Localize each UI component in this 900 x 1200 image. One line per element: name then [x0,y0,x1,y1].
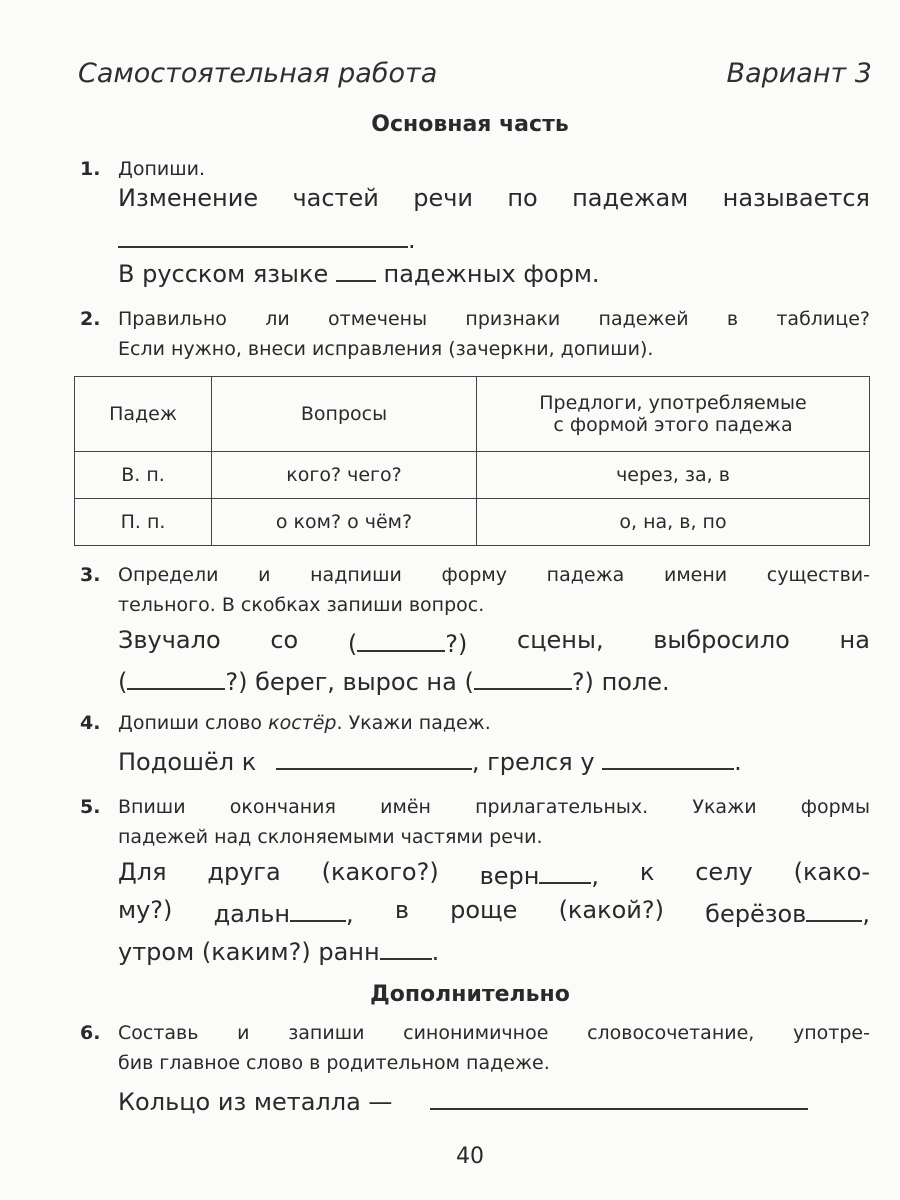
word: отмечены [328,308,428,330]
word: Составь [118,1022,199,1044]
word: му?) [118,896,173,924]
word: признаки [465,308,561,330]
word: и [258,564,271,586]
task3-sentence-line2 [118,664,670,696]
word-with-blank [480,858,599,890]
task6-number: 6. [80,1022,101,1044]
sentence-part: утром (каким?) ранн [118,938,380,966]
comma: , [862,900,870,928]
cell-prepositions: через, за, в [477,452,870,499]
word-with-blank [705,896,870,928]
ending-blank[interactable] [539,858,591,884]
cell-case: П. п. [75,499,212,546]
task3-line2: тельного. В скобках запиши вопрос. [118,594,485,616]
task1-number: 1. [80,158,101,180]
question-end: ?) [445,630,468,658]
word: форму [441,564,508,586]
period: . [734,748,742,776]
header-questions: Вопросы [212,377,477,452]
word: называется [722,184,870,212]
sentence-part: , грелся у [471,748,595,776]
cell-case: В. п. [75,452,212,499]
task4-sentence [118,744,742,776]
period: . [408,226,416,254]
word: падежей [598,308,689,330]
word: Звучало [118,626,221,654]
table-row [75,499,870,546]
question-slot: ( ?) [464,668,593,696]
answer-blank[interactable] [276,744,472,770]
word: падежам [572,184,689,212]
word: в [726,308,739,330]
task4-number: 4. [80,712,101,734]
task1-line1 [118,184,870,212]
sentence-end: падежных форм. [383,260,600,288]
task3-sentence-line1 [118,626,870,658]
word: формы [800,796,870,818]
question-slot: ( ?) [348,626,467,658]
task1-prompt: Допиши. [118,158,206,180]
word-stem: дальн [213,900,291,928]
word: окончания [229,796,336,818]
cell-questions: о ком? о чём? [212,499,477,546]
page-number: 40 [456,1144,484,1169]
section-main-title: Основная часть [371,112,569,137]
task5-line2: падежей над склоняемыми частями речи. [118,826,543,848]
answer-blank[interactable] [336,256,376,282]
word-stem: берёзов [705,900,807,928]
word: в [394,896,409,924]
task3-line1 [118,564,870,586]
question-slot: ( ?) [118,668,247,696]
answer-blank[interactable] [118,222,408,248]
word: синонимичное [403,1022,549,1044]
sentence-part: поле. [601,668,670,696]
word: Определи [118,564,219,586]
header-line: с формой этого падежа [553,414,793,436]
prompt-part: Допиши слово [118,712,263,734]
word: Впиши [118,796,186,818]
sentence-part: Кольцо из металла — [118,1088,393,1116]
word: частей [292,184,379,212]
word: ли [265,308,290,330]
sentence-start: В русском языке [118,260,329,288]
work-title: Самостоятельная работа [78,58,438,89]
task2-number: 2. [80,308,101,330]
word: роще [450,896,518,924]
word: на [839,626,870,654]
word: имени [663,564,728,586]
word: Укажи [692,796,757,818]
answer-blank[interactable] [127,664,225,690]
task1-line2 [118,222,416,254]
sentence-part: Подошёл к [118,748,257,776]
word: падежа [546,564,625,586]
answer-blank[interactable] [474,664,572,690]
word: прилагательных. [475,796,649,818]
cell-prepositions: о, на, в, по [477,499,870,546]
word: таблице? [776,308,870,330]
sentence-part: берег, вырос на [255,668,457,696]
task6-line2: бив главное слово в родительном падеже. [118,1052,550,1074]
word: селу [695,858,753,886]
task6-line1 [118,1022,870,1044]
comma: , [346,900,354,928]
word: сцены, [517,626,604,654]
ending-blank[interactable] [806,896,862,922]
word: речи [413,184,474,212]
table-header-row [75,377,870,452]
header-line: Предлоги, употребляемые [539,392,807,414]
word: Правильно [118,308,227,330]
word: словосочетание, [587,1022,755,1044]
task5-sentence-line3 [118,934,439,966]
word: Для [118,858,167,886]
answer-blank[interactable] [357,626,445,652]
question-end: ?) [571,668,594,696]
word: выбросило [653,626,790,654]
header-case: Падеж [75,377,212,452]
word: Изменение [118,184,259,212]
word: (какого?) [321,858,439,886]
table-row [75,452,870,499]
header-prepositions [477,377,870,452]
word: и [237,1022,250,1044]
word: существи- [766,564,870,586]
word: со [270,626,299,654]
variant-label: Вариант 3 [726,58,872,89]
word: надпиши [310,564,402,586]
word: (како- [793,858,870,886]
page-header [78,58,872,102]
target-word: костёр [268,712,337,734]
word: имён [380,796,431,818]
cell-questions: кого? чего? [212,452,477,499]
word: употре- [793,1022,870,1044]
prompt-part: . Укажи падеж. [336,712,491,734]
task2-line1 [118,308,870,330]
comma: , [591,862,600,890]
task3-number: 3. [80,564,101,586]
question-end: ?) [225,668,248,696]
ending-blank[interactable] [290,896,346,922]
task6-sentence [118,1084,808,1116]
word: к [639,858,655,886]
word: (какой?) [558,896,665,924]
task4-prompt [118,712,491,734]
word: по [507,184,538,212]
task2-line2: Если нужно, внеси исправления (зачеркни, допиши). [118,338,654,360]
word: запиши [288,1022,365,1044]
task5-sentence-line1 [118,858,870,890]
ending-blank[interactable] [380,934,432,960]
answer-blank[interactable] [430,1084,808,1110]
task5-line1 [118,796,870,818]
task1-line3 [118,256,600,288]
word-stem: верн [479,862,540,890]
answer-blank[interactable] [602,744,734,770]
section-extra-title: Дополнительно [370,982,570,1007]
word: друга [207,858,281,886]
period: . [431,938,440,966]
case-table [74,376,870,546]
task5-number: 5. [80,796,101,818]
task5-sentence-line2 [118,896,870,928]
word-with-blank [214,896,354,928]
